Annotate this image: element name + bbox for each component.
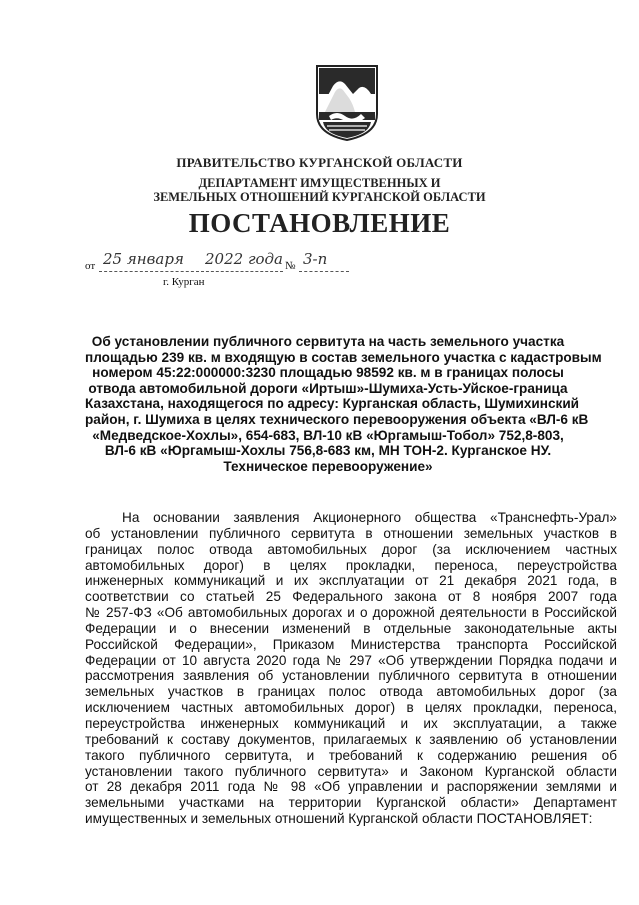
body-line: Российской Федерации», Приказом Министерства транспорта Российской xyxy=(85,636,617,652)
subject-line: Казахстана, находящегося по адресу: Курганская область, Шумихинский xyxy=(85,396,580,412)
subject-line: район, г. Шумиха в целях технического перевооружения объекта «ВЛ-6 кВ xyxy=(85,411,589,427)
department-title-line-1: ДЕПАРТАМЕНТ ИМУЩЕСТВЕННЫХ И xyxy=(198,176,441,190)
date-prefix: от xyxy=(85,260,96,272)
decree-dateline xyxy=(85,252,365,274)
city-label: г. Курган xyxy=(163,276,205,288)
decree-body-paragraph xyxy=(85,510,617,827)
body-line: земельными участками на территории Курганской области» Департамент xyxy=(85,795,617,811)
body-line: требований к составу документов, прилагаемых к заявлению об установлении xyxy=(85,731,617,747)
body-line: автомобильных дорог) в целях прокладки, переноса, переустройства xyxy=(85,557,617,573)
subject-line: номером 45:22:000000:3230 площадью 98592 кв. м в границах полосы xyxy=(92,365,564,381)
coat-of-arms-icon xyxy=(315,64,379,142)
body-line: На основании заявления Акционерного общества «Транснефть-Урал» xyxy=(122,510,617,525)
subject-line: отвода автомобильной дороги «Иртыш»-Шумиха-Усть-Уйское-граница xyxy=(88,380,568,396)
body-line: от 28 декабря 2011 года № 98 «Об управлении и распоряжении землями и xyxy=(85,779,617,795)
handwritten-number: 3-п xyxy=(303,250,328,268)
body-line: рассмотрения заявления об установлении публичного сервитута в отношении xyxy=(85,668,617,684)
subject-line: Техническое перевооружение» xyxy=(223,458,433,474)
subject-line: «Медведское-Хохлы», 654-683, ВЛ-10 кВ «Юргамыш-Тобол» 752,8-803, xyxy=(92,427,564,443)
body-line: № 257-ФЗ «Об автомобильных дорогах и о дорожной деятельности в Российской xyxy=(85,605,617,621)
handwritten-date: 25 января xyxy=(103,250,184,268)
document-type-heading: ПОСТАНОВЛЕНИЕ xyxy=(188,208,451,238)
body-line: исключением частных автомобильных дорог) в целях прокладки, переноса, xyxy=(85,700,617,716)
body-line: инженерных коммуникаций и их эксплуатации от 21 декабря 2021 года, в xyxy=(85,573,617,589)
body-line: Федерации и о внесении изменений в отдельные законодательные акты xyxy=(85,620,617,636)
government-title: ПРАВИТЕЛЬСТВО КУРГАНСКОЙ ОБЛАСТИ xyxy=(176,155,463,170)
body-line: земельных участков в границах полос отвода автомобильных дорог (за xyxy=(85,684,617,700)
department-title-line-2: ЗЕМЕЛЬНЫХ ОТНОШЕНИЙ КУРГАНСКОЙ ОБЛАСТИ xyxy=(153,190,486,204)
subject-line: Об установлении публичного сервитута на часть земельного участка xyxy=(91,334,565,349)
body-line: установлении такого публичного сервитута» и Законом Курганской области xyxy=(85,763,617,779)
body-line: имущественных и земельных отношений Курганской области ПОСТАНОВЛЯЕТ: xyxy=(85,811,593,827)
body-line: такого публичного сервитута, и требований к содержанию решения об xyxy=(85,747,617,763)
body-line: переустройства инженерных коммуникаций и их эксплуатации, а также xyxy=(85,715,617,731)
body-line: соответствии со статьей 25 Федерального закона от 8 ноября 2007 года xyxy=(85,589,617,605)
subject-line: ВЛ-6 кВ «Юргамыш-Хохлы 756,8-683 км, МН ТОН-2. Курганское НУ. xyxy=(104,443,552,459)
handwritten-year: 2022 года xyxy=(205,250,284,268)
subject-line: площадью 239 кв. м входящую в состав земельного участка с кадастровым xyxy=(85,349,602,365)
decree-subject xyxy=(85,334,602,474)
body-line: об установлении публичного сервитута в отношении земельных участков в xyxy=(85,525,617,541)
body-line: Федерации от 10 августа 2020 года № 297 «Об утверждении Порядка подачи и xyxy=(85,652,617,668)
number-prefix: № xyxy=(285,260,296,272)
body-line: границах полос отвода автомобильных дорог (за исключением частных xyxy=(85,541,617,557)
